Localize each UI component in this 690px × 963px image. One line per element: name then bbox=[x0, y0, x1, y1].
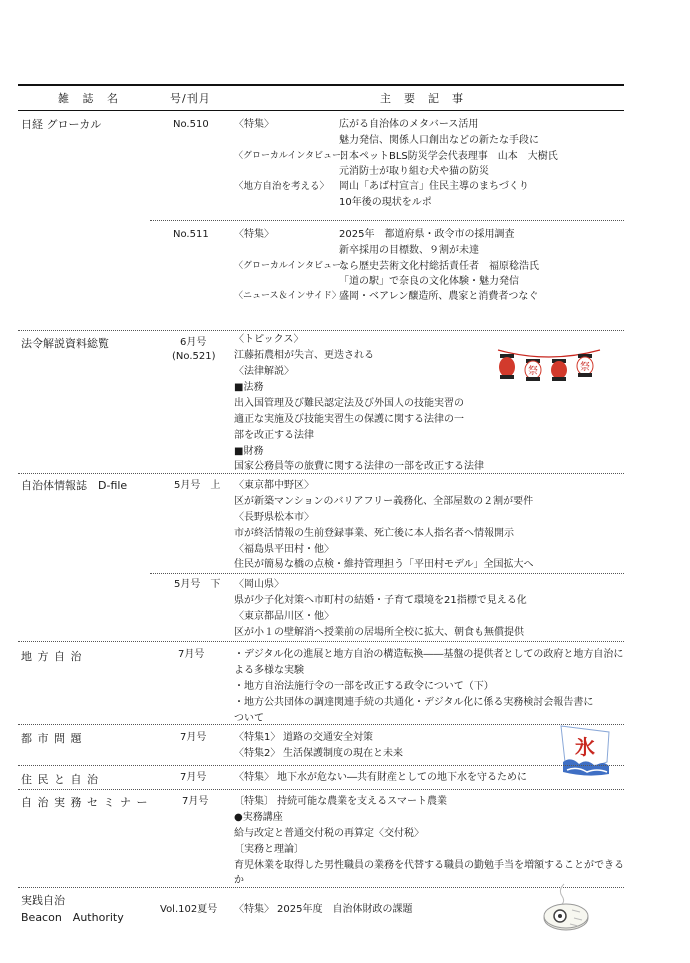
article-cat: 〈地方自治を考える〉 bbox=[234, 181, 330, 192]
magazine-name-beacon-1: 実践自治 bbox=[21, 894, 65, 907]
magazine-name-seminar: 自 治 実 務 セ ミ ナ ー bbox=[21, 796, 149, 809]
article-line: 〔実務と理論〕 bbox=[234, 844, 304, 855]
article-cat: 〈特集〉 bbox=[234, 772, 274, 783]
magazine-name-beacon-2: Beacon Authority bbox=[21, 911, 124, 924]
issue-horei-month: 6月号 bbox=[180, 337, 207, 348]
issue-dfile-1: 5月号 上 bbox=[174, 480, 221, 491]
article-line: 〈東京都品川区・他〉 bbox=[234, 611, 334, 622]
article-line: 2025年度 自治体財政の課題 bbox=[277, 904, 413, 915]
magazine-name-chiho: 地 方 自 治 bbox=[21, 650, 83, 663]
row-divider bbox=[150, 220, 624, 221]
row-divider bbox=[18, 765, 624, 766]
header-rule bbox=[18, 110, 624, 111]
kakigori-flag-illustration bbox=[557, 722, 613, 780]
article-line: 区が新築マンションのバリアフリー義務化、全部屋数の２割が要件 bbox=[234, 496, 534, 507]
article-cat: 〈特集〉 bbox=[234, 229, 274, 240]
article-line: 10年後の現状をルポ bbox=[339, 197, 432, 208]
article-line: 出入国管理及び難民認定法及び外国人の技能実習の bbox=[234, 398, 464, 409]
lantern-char: 祭 bbox=[580, 362, 590, 373]
article-cat: 〈特集2〉 bbox=[234, 748, 281, 759]
article-line: ●実務講座 bbox=[234, 812, 283, 823]
article-cat: 〈特集〉 bbox=[234, 904, 274, 915]
article-line: 給与改定と普通交付税の再算定〈交付税〉 bbox=[234, 828, 424, 839]
article-line: 県が少子化対策へ市町村の結婚・子育て環境を21指標で見える化 bbox=[234, 595, 527, 606]
article-line: 道路の交通安全対策 bbox=[283, 732, 373, 743]
article-line: か bbox=[234, 875, 244, 886]
article-line: 「道の駅」で奈良の文化体験・魅力発信 bbox=[339, 276, 519, 287]
mosquito-coil-illustration bbox=[532, 882, 596, 932]
issue-nikkei-510: No.510 bbox=[173, 119, 209, 130]
magazine-name-horei: 法令解説資料総覧 bbox=[21, 337, 109, 350]
article-line: 生活保護制度の現在と未来 bbox=[283, 748, 403, 759]
article-line: ■法務 bbox=[234, 382, 264, 393]
issue-chiho: 7月号 bbox=[178, 649, 205, 660]
article-line: 盛岡・ベアレン醸造所、農家と消費者つなぐ bbox=[339, 291, 539, 302]
article-line: 適正な実施及び技能実習生の保護に関する法律の一 bbox=[234, 414, 464, 425]
article-cat: 〈グローカルインタビュー〉 bbox=[234, 151, 351, 161]
article-line: 地下水が危ない―共有財産としての地下水を守るために bbox=[277, 772, 527, 783]
row-divider bbox=[18, 724, 624, 725]
row-divider bbox=[18, 473, 624, 474]
article-line: 〔特集〕 持続可能な農業を支えるスマート農業 bbox=[234, 796, 447, 807]
lantern-illustration bbox=[494, 342, 604, 384]
article-line: 〈岡山県〉 bbox=[234, 579, 284, 590]
issue-dfile-2: 5月号 下 bbox=[174, 579, 221, 590]
article-line: 〈トピックス〉 bbox=[234, 334, 304, 345]
article-line: 2025年 都道府県・政令市の採用調査 bbox=[339, 229, 515, 240]
issue-horei-number: (No.521) bbox=[172, 351, 216, 362]
row-divider bbox=[18, 330, 624, 331]
header-magazine: 雑 誌 名 bbox=[58, 92, 123, 105]
magazine-name-dfile: 自治体情報誌 D-file bbox=[21, 479, 128, 492]
lantern bbox=[499, 354, 515, 379]
issue-seminar: 7月号 bbox=[182, 796, 209, 807]
article-line: ・地方公共団体の調達関連手続の共通化・デジタル化に係る実務検討会報告書に bbox=[234, 697, 594, 708]
article-line: よる多様な実験 bbox=[234, 665, 304, 676]
article-line: 〈東京都中野区〉 bbox=[234, 480, 314, 491]
header-issue: 号/刊月 bbox=[170, 92, 211, 105]
article-line: 〈法律解説〉 bbox=[234, 366, 294, 377]
article-cat: 〈ニュース＆インサイド〉 bbox=[234, 291, 341, 301]
row-divider bbox=[150, 573, 624, 574]
issue-toshi: 7月号 bbox=[180, 732, 207, 743]
article-line: 新卒採用の目標数、９割が未達 bbox=[339, 245, 479, 256]
article-line: ついて bbox=[234, 713, 264, 724]
article-line: なら歴史芸術文化村総括責任者 福原稔浩氏 bbox=[339, 261, 539, 272]
article-line: 日本ペットBLS防災学会代表理事 山本 大樹氏 bbox=[339, 151, 558, 162]
article-cat: 〈特集1〉 bbox=[234, 732, 281, 743]
header-articles: 主 要 記 事 bbox=[380, 92, 464, 105]
issue-nikkei-511: No.511 bbox=[173, 229, 209, 240]
article-line: 〈長野県松本市〉 bbox=[234, 512, 314, 523]
article-line: 〈福島県平田村・他〉 bbox=[234, 544, 334, 555]
article-line: 広がる自治体のメタバース活用 bbox=[339, 119, 479, 130]
article-line: 育児休業を取得した男性職員の業務を代替する職員の勤勉手当を増額することができる bbox=[234, 860, 624, 871]
article-line: 岡山「あば村宣言」住民主導のまちづくり bbox=[339, 181, 529, 192]
article-line: ・デジタル化の進展と地方自治の構造転換――基盤の提供者としての政府と地方自治に bbox=[234, 649, 624, 660]
issue-jumin: 7月号 bbox=[180, 772, 207, 783]
lantern-char: 祭 bbox=[528, 366, 538, 377]
top-rule bbox=[18, 84, 624, 86]
magazine-name-toshi: 都 市 問 題 bbox=[21, 732, 83, 745]
row-divider bbox=[18, 789, 624, 790]
article-cat: 〈特集〉 bbox=[234, 119, 274, 130]
article-line: 江藤拓農相が失言、更迭される bbox=[234, 350, 374, 361]
magazine-name-nikkei: 日経 グローカル bbox=[21, 118, 102, 131]
article-line: 区が小１の壁解消へ授業前の居場所全校に拡大、朝食も無償提供 bbox=[234, 627, 524, 638]
article-line: 市が終活情報の生前登録事業、死亡後に本人指名者へ情報開示 bbox=[234, 528, 514, 539]
article-cat: 〈グローカルインタビュー〉 bbox=[234, 261, 351, 271]
article-line: ■財務 bbox=[234, 446, 264, 457]
article-line: 住民が簡易な橋の点検・維持管理担う「平田村モデル」全国拡大へ bbox=[234, 559, 534, 570]
magazine-name-jumin: 住 民 と 自 治 bbox=[21, 773, 99, 786]
article-line: 部を改正する法律 bbox=[234, 430, 314, 441]
row-divider bbox=[18, 641, 624, 642]
article-line: 魅力発信、関係人口創出などの新たな手段に bbox=[339, 135, 539, 146]
article-line: 国家公務員等の旅費に関する法律の一部を改正する法律 bbox=[234, 461, 484, 472]
article-line: 元消防士が取り組む犬や猫の防災 bbox=[339, 166, 489, 177]
kakigori-char: 氷 bbox=[575, 735, 595, 759]
article-line: ・地方自治法施行令の一部を改正する政令について（下） bbox=[234, 681, 494, 692]
issue-beacon: Vol.102夏号 bbox=[160, 904, 218, 915]
